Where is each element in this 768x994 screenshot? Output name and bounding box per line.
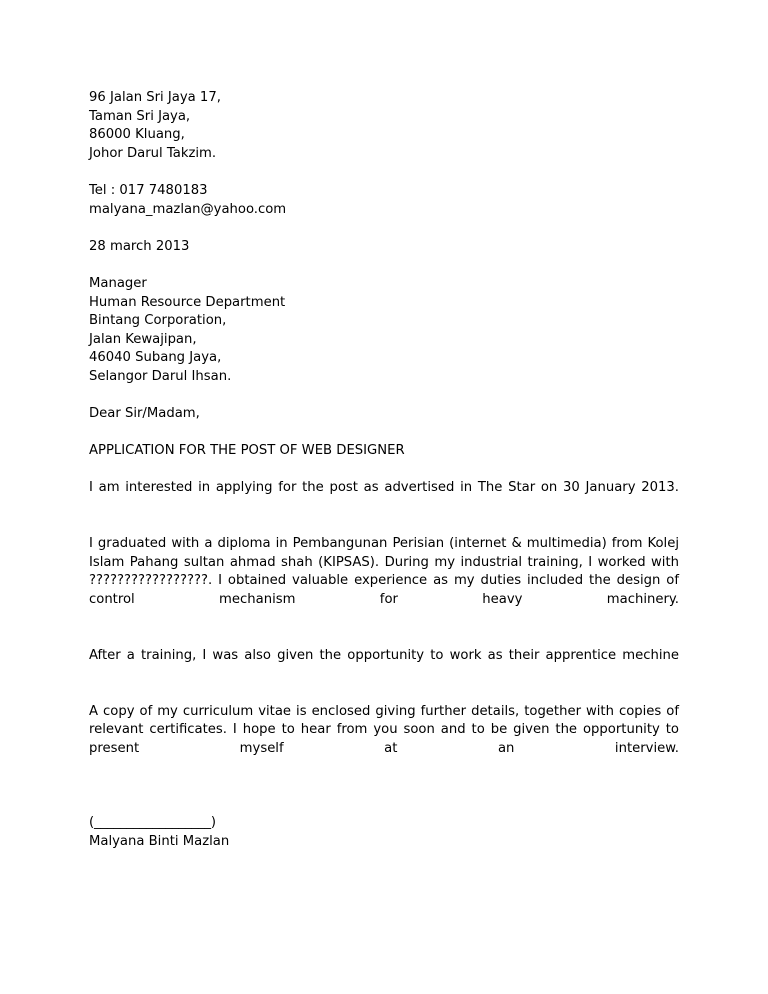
sender-address-line-2: Taman Sri Jaya, bbox=[89, 108, 191, 124]
body-paragraph-1: I am interested in applying for the post as advertised in The Star on 30 January 2013. bbox=[89, 480, 679, 496]
sender-phone-line: Tel : 017 7480183 bbox=[89, 182, 208, 198]
signature-name: Malyana Binti Mazlan bbox=[89, 833, 230, 849]
body-paragraph-2: I graduated with a diploma in Pembangunan Perisian (internet & multimedia) from Kolej Islam Pahang sultan ahmad shah (KIPSAS). During my industrial training, I worked with ?????????????????. I obtained valuable experience as my duties included the design of control mechanism for heavy machinery. bbox=[89, 536, 679, 608]
letter-date-block bbox=[89, 238, 679, 257]
sender-address-line-3: 86000 Kluang, bbox=[89, 127, 185, 143]
recipient-line-4: Jalan Kewajipan, bbox=[89, 331, 197, 347]
recipient-address-block bbox=[89, 275, 679, 387]
recipient-line-2: Human Resource Department bbox=[89, 294, 286, 310]
sender-contact-block bbox=[89, 182, 679, 219]
sender-address-line-1: 96 Jalan Sri Jaya 17, bbox=[89, 90, 221, 105]
recipient-line-6: Selangor Darul Ihsan. bbox=[89, 368, 232, 384]
body-paragraph-4: A copy of my curriculum vitae is enclosed giving further details, together with copies of relevant certificates. I hope to hear from you soon and to be given the opportunity to present myself at an interview. bbox=[89, 703, 679, 756]
subject-line: APPLICATION FOR THE POST OF WEB DESIGNER bbox=[89, 443, 405, 459]
letter-body bbox=[89, 89, 679, 851]
sender-address-block bbox=[89, 89, 679, 163]
letter-date: 28 march 2013 bbox=[89, 238, 190, 254]
signature-line: (__________________) bbox=[89, 815, 216, 831]
salutation: Dear Sir/Madam, bbox=[89, 406, 200, 422]
sender-address-line-4: Johor Darul Takzim. bbox=[89, 145, 217, 161]
recipient-line-3: Bintang Corporation, bbox=[89, 313, 227, 329]
recipient-line-5: 46040 Subang Jaya, bbox=[89, 350, 222, 366]
signature-block bbox=[89, 796, 679, 852]
sender-email-line: malyana_mazlan@yahoo.com bbox=[89, 201, 287, 217]
body-paragraph-3: After a training, I was also given the opportunity to work as their apprentice mechine bbox=[89, 647, 679, 663]
recipient-line-1: Manager bbox=[89, 275, 147, 291]
